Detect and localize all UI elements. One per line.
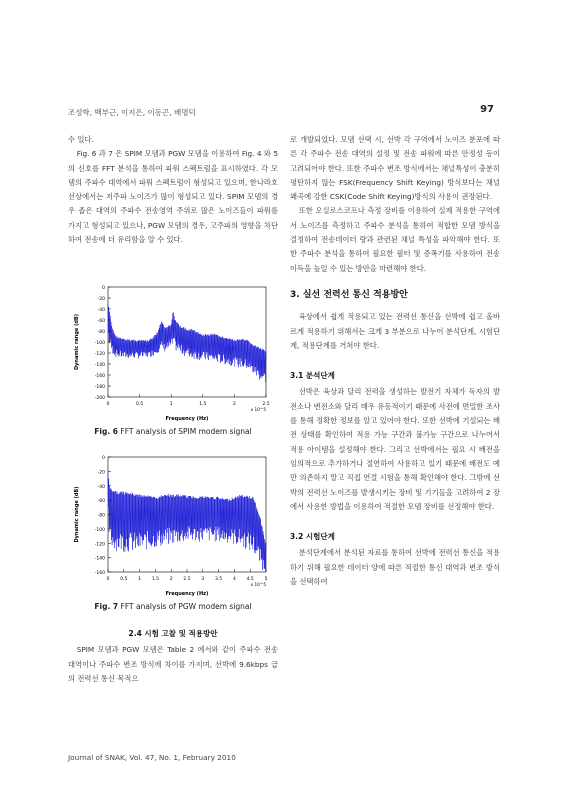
y-tick-label: -80 (97, 513, 105, 519)
x-tick-label: 2 (169, 577, 173, 582)
figure-caption (68, 602, 278, 611)
y-tick-label: -140 (94, 556, 105, 562)
figure-7 (68, 453, 278, 611)
y-tick-label: -180 (94, 385, 105, 390)
x-tick-label: 2.5 (262, 402, 270, 407)
y-tick-label: -140 (94, 363, 105, 368)
journal-footer: Journal of SNAK, Vol. 47, No. 1, February 2010 (68, 753, 236, 762)
y-axis-label: Dynamic range (dB) (74, 486, 80, 543)
figure-6 (68, 283, 278, 436)
paragraph: 또한 오실로스코프나 측정 장비를 이용하여 실제 적용한 구역에서 노이즈를 측정하고 주파수 분석을 통하여 적합한 모뎀 방식을 결정하여 전송데이터 량과 관련된 채널 특성을 파악해야 한다. 또한 주파수 분석을 통하여 필요한 필터 및 증폭기를 사용하여 전송 이득을 높일 수 있는 방안을 마련해야 한다. (290, 206, 500, 273)
x-tick-label: 3 (201, 577, 205, 582)
fft-chart-pgw (68, 453, 278, 598)
right-column (290, 133, 500, 589)
y-tick-label: 0 (102, 286, 105, 291)
x-tick-label: 2 (232, 402, 236, 407)
x-tick-label: 4.5 (246, 577, 254, 582)
fft-chart-spim (68, 283, 278, 423)
x-tick-label: 0.5 (136, 402, 144, 407)
x-tick-label: 3.5 (215, 577, 223, 582)
y-tick-label: -80 (97, 330, 105, 335)
y-tick-label: -40 (97, 308, 105, 313)
y-tick-label: -120 (94, 542, 105, 548)
paragraph: SPIM 모뎀과 PGW 모뎀은 Table 2 에서와 같이 주파수 전송 대역이나 주파수 변조 방식에 차이를 가지며, 선박에 9.6kbps 급의 전력선 통신 목적으 (68, 645, 278, 683)
figure-caption-text: FFT analysis of PGW modem signal (118, 602, 252, 611)
section-heading: 2.4 시험 고찰 및 적용방안 (128, 629, 218, 638)
subsection-heading: 3.2 시험단계 (290, 532, 335, 542)
x-tick-label: 2.5 (183, 577, 191, 582)
x-tick-label: 1.5 (151, 577, 159, 582)
subsection-heading: 3.1 분석단계 (290, 371, 335, 381)
y-tick-label: -60 (97, 499, 105, 505)
x-tick-label: 1 (138, 577, 142, 582)
left-column (68, 133, 278, 247)
x-axis-label: Frequency (Hz) (165, 416, 209, 422)
paragraph: 선박은 육상과 달리 전력을 생성하는 발전기 자체가 독자의 발전소나 변전소와 달리 매우 유동적이기 때문에 사전에 면밀한 조사를 통해 정확한 정보를 알고 있어야 한다. 또한 선박에 기설되는 배전 상태를 확인하여 적용 가능 구간과 불가능 구간으로 나누어서 적용 아이템을 설정해야 한다. 그리고 선박에서는 필요 시 배전을 임의적으로 추가하거나 절연하여 사용하고 있기 때문에 배전도 예만 의존하지 말고 직접 연결 시험을 통해 확인해야 한다. 그밖에 선박의 전력선 노이즈를 발생시키는 장비 및 기기들을 고려하여 2 장에서 사용한 방법을 이용하여 적절한 모뎀 장비를 선정해야 한다. (290, 387, 500, 511)
x-axis-multiplier: x 10^5 (250, 582, 266, 587)
figure-label: Fig. 7 (94, 602, 119, 611)
x-axis-label: Frequency (Hz) (165, 591, 209, 597)
running-header-authors: 조성학, 백부근, 이지은, 이동곤, 배명덕 (68, 108, 196, 117)
y-tick-label: -60 (97, 319, 105, 324)
y-tick-label: -100 (94, 341, 105, 346)
figure-caption (68, 427, 278, 436)
y-tick-label: 0 (102, 456, 105, 461)
x-tick-label: 0.5 (120, 577, 128, 582)
paragraph: 분석단계에서 분석된 자료를 통하여 선박에 전력선 통신을 적용하기 위해 필요한 데이터 양에 따른 적절한 통신 대역과 변조 방식을 선택하여 (290, 548, 500, 587)
x-tick-label: 5 (264, 577, 268, 582)
y-tick-label: -160 (94, 571, 105, 576)
x-tick-label: 0 (106, 402, 110, 407)
y-axis-label: Dynamic range (dB) (74, 313, 80, 371)
y-tick-label: -160 (94, 374, 105, 379)
y-tick-label: -200 (94, 396, 105, 401)
y-tick-label: -100 (94, 527, 105, 533)
x-tick-label: 0 (106, 577, 110, 582)
y-tick-label: -120 (94, 352, 105, 357)
paragraph: 육상에서 쉽게 적용되고 있는 전력선 통신을 선박에 쉽고 올바르게 적용하기 위해서는 크게 3 부분으로 나누어 분석단계, 시험단계, 적용단계를 거쳐야 한다. (290, 312, 500, 350)
left-column-bottom (68, 627, 278, 686)
x-tick-label: 1 (169, 402, 173, 407)
x-axis-multiplier: x 10^5 (250, 407, 266, 412)
paragraph: 로 개발되었다. 모뎀 선택 시, 선박 각 구역에서 노이즈 분포에 따른 각 주파수 전송 대역의 설정 및 전송 파워에 따른 안정성 등이 고려되어야 한다. 또한 주파수 변조 방식에서는 채널특성이 충분히 평탄하지 않는 FSK(Frequency Shift Keying) 방식보다는 채널 왜곡에 강한 CSK(Code Shift Keying)방식의 사용이 권장된다. (290, 135, 500, 202)
x-tick-label: 4 (232, 577, 236, 582)
section-heading: 3. 실선 전력선 통신 적용방안 (290, 289, 408, 300)
y-tick-label: -20 (97, 470, 105, 476)
paragraph: Fig. 6 과 7 은 SPIM 모뎀과 PGW 모뎀을 이용하여 Fig. 4 와 5 의 신호를 FFT 분석을 통하여 파워 스펙트럼을 표시하였다. 각 모뎀의 주파수 대역에서 파워 스펙트럼이 형성되고 있으며, 한나라호 선상에서는 저주파 노이즈가 많이 형성되고 있다. SPIM 모뎀의 경우 좁은 대역의 주파수 전송영역 주위로 많은 노이즈들이 파워를 가지고 형성되고 있으나, PGW 모뎀의 경우, 고주파의 영향을 차단하여 전송에 더 유리함을 알 수 있다. (68, 149, 278, 245)
figure-label: Fig. 6 (94, 427, 119, 436)
page-number: 97 (480, 104, 494, 115)
figure-caption-text: FFT analysis of SPIM modem signal (118, 427, 252, 436)
x-tick-label: 1.5 (199, 402, 207, 407)
y-tick-label: -40 (97, 484, 105, 490)
y-tick-label: -20 (97, 297, 105, 302)
paragraph: 수 있다. (68, 135, 94, 144)
